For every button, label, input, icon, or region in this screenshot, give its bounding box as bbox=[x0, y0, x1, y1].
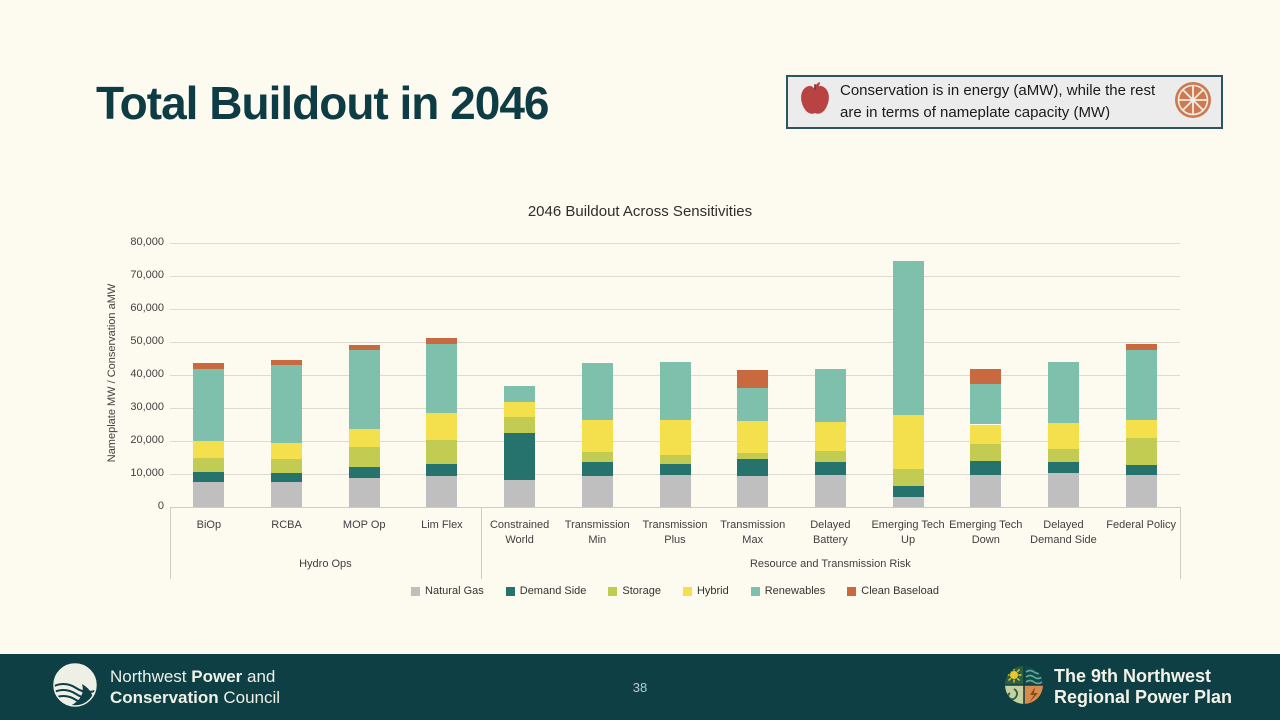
bar-segment-clean-baseload bbox=[970, 369, 1001, 384]
bar-segment-demand-side bbox=[1048, 462, 1079, 473]
gridline bbox=[170, 342, 1180, 343]
category-label: Emerging Tech Down bbox=[949, 519, 1023, 546]
bar-segment-clean-baseload bbox=[271, 360, 302, 364]
bar-segment-hybrid bbox=[737, 421, 768, 453]
bar-segment-renewables bbox=[737, 388, 768, 420]
bar-segment-storage bbox=[582, 452, 613, 462]
bar-segment-demand-side bbox=[426, 464, 457, 476]
bar-segment-renewables bbox=[893, 261, 924, 415]
bar-segment-natural-gas bbox=[1048, 473, 1079, 507]
bar-segment-hybrid bbox=[970, 425, 1001, 445]
gridline bbox=[170, 309, 1180, 310]
bar-segment-clean-baseload bbox=[737, 370, 768, 388]
bar-segment-storage bbox=[193, 458, 224, 471]
legend-swatch bbox=[506, 587, 515, 596]
gridline bbox=[170, 243, 1180, 244]
bar-segment-demand-side bbox=[582, 462, 613, 475]
bar-segment-clean-baseload bbox=[349, 345, 380, 350]
legend-item bbox=[411, 585, 484, 597]
plot-area bbox=[106, 236, 1180, 597]
y-tick-label: 60,000 bbox=[130, 302, 164, 314]
legend-label: Renewables bbox=[764, 585, 826, 597]
bar-segment-hybrid bbox=[271, 443, 302, 460]
bar-segment-renewables bbox=[1048, 362, 1079, 422]
category-label: RCBA bbox=[271, 519, 302, 531]
bar-segment-demand-side bbox=[737, 459, 768, 475]
category-label: BiOp bbox=[196, 519, 222, 531]
bar-segment-renewables bbox=[271, 365, 302, 443]
category-label: Transmission Plus bbox=[642, 519, 708, 546]
bar-segment-demand-side bbox=[271, 473, 302, 482]
bar-segment-demand-side bbox=[893, 486, 924, 497]
legend-item bbox=[751, 585, 826, 597]
bar-segment-hybrid bbox=[349, 429, 380, 447]
bar-segment-storage bbox=[1048, 449, 1079, 462]
footer-bar bbox=[0, 654, 1280, 720]
callout-note bbox=[786, 75, 1223, 129]
bar-segment-renewables bbox=[426, 344, 457, 413]
category-label: Transmission Min bbox=[564, 519, 630, 546]
legend-label: Demand Side bbox=[519, 585, 587, 597]
category-label: Delayed Demand Side bbox=[1030, 519, 1097, 546]
category-label: Delayed Battery bbox=[810, 519, 851, 546]
slide-title: Total Buildout in 2046 bbox=[96, 77, 549, 129]
bar-segment-natural-gas bbox=[504, 480, 535, 507]
bar-segment-renewables bbox=[815, 369, 846, 422]
legend-item bbox=[506, 585, 587, 597]
y-tick-label: 50,000 bbox=[130, 335, 164, 347]
legend-swatch bbox=[751, 587, 760, 596]
legend-label: Storage bbox=[622, 585, 661, 597]
bar-segment-storage bbox=[815, 451, 846, 463]
bar-segment-renewables bbox=[1126, 350, 1157, 420]
bar-segment-clean-baseload bbox=[426, 338, 457, 344]
category-label: Constrained World bbox=[489, 519, 550, 546]
legend-label: Natural Gas bbox=[425, 585, 484, 597]
legend-swatch bbox=[683, 587, 692, 596]
bar-segment-renewables bbox=[582, 363, 613, 419]
bar-segment-clean-baseload bbox=[193, 363, 224, 369]
bar-segment-clean-baseload bbox=[1126, 344, 1157, 349]
bar-segment-natural-gas bbox=[660, 475, 691, 507]
y-tick-label: 10,000 bbox=[130, 467, 164, 479]
bar-segment-hybrid bbox=[193, 441, 224, 458]
bar-segment-natural-gas bbox=[737, 476, 768, 507]
bar-segment-natural-gas bbox=[815, 475, 846, 507]
y-tick-label: 80,000 bbox=[130, 236, 164, 248]
bar-segment-demand-side bbox=[1126, 465, 1157, 475]
y-tick-label: 0 bbox=[157, 500, 164, 512]
gridline bbox=[170, 276, 1180, 277]
bar-segment-storage bbox=[426, 440, 457, 464]
bar-segment-renewables bbox=[970, 384, 1001, 424]
legend-label: Hybrid bbox=[696, 585, 729, 597]
bar-segment-natural-gas bbox=[426, 476, 457, 507]
bar-segment-hybrid bbox=[815, 422, 846, 451]
bar-segment-demand-side bbox=[815, 462, 846, 475]
bar-segment-renewables bbox=[504, 386, 535, 403]
x-axis-line bbox=[170, 507, 1180, 508]
bar-segment-natural-gas bbox=[893, 497, 924, 507]
y-tick-label: 70,000 bbox=[130, 269, 164, 281]
bar-segment-renewables bbox=[660, 362, 691, 420]
bar-segment-hybrid bbox=[504, 402, 535, 416]
legend-item bbox=[847, 585, 939, 597]
footer-right-logo bbox=[1004, 665, 1232, 710]
bar-segment-renewables bbox=[193, 369, 224, 441]
bar-segment-demand-side bbox=[193, 472, 224, 483]
bar-segment-demand-side bbox=[349, 467, 380, 478]
category-group-label: Resource and Transmission Risk bbox=[749, 558, 911, 570]
bar-segment-storage bbox=[349, 447, 380, 467]
category-group-separator bbox=[1180, 507, 1181, 579]
category-label: MOP Op bbox=[342, 519, 386, 531]
category-label: Federal Policy bbox=[1106, 519, 1176, 531]
bar-segment-storage bbox=[1126, 438, 1157, 465]
chart-title: 2046 Buildout Across Sensitivities bbox=[527, 203, 753, 220]
legend-item bbox=[608, 585, 661, 597]
bar-segment-storage bbox=[737, 453, 768, 460]
bar-segment-natural-gas bbox=[193, 482, 224, 507]
callout-text: Conservation is in energy (aMW), while the rest are in terms of nameplate capacity (MW) bbox=[840, 82, 1156, 121]
category-group-label: Hydro Ops bbox=[299, 558, 352, 570]
bar-segment-natural-gas bbox=[582, 476, 613, 507]
page-number: 38 bbox=[632, 679, 648, 695]
apple-icon bbox=[798, 81, 832, 124]
orange-slice-icon bbox=[1173, 80, 1213, 125]
legend-item bbox=[683, 585, 729, 597]
y-axis-title: Nameplate MW / Conservation aMW bbox=[106, 283, 118, 463]
legend-swatch bbox=[608, 587, 617, 596]
chart-legend bbox=[170, 585, 1180, 597]
bar-segment-hybrid bbox=[582, 420, 613, 452]
y-tick-label: 30,000 bbox=[130, 401, 164, 413]
bar-segment-demand-side bbox=[504, 433, 535, 479]
bar-segment-storage bbox=[970, 444, 1001, 461]
category-label: Transmission Max bbox=[720, 519, 786, 546]
bar-segment-natural-gas bbox=[1126, 475, 1157, 507]
power-plan-logo-icon bbox=[1004, 665, 1044, 710]
legend-swatch bbox=[847, 587, 856, 596]
bar-segment-natural-gas bbox=[349, 478, 380, 507]
y-tick-label: 20,000 bbox=[130, 434, 164, 446]
y-tick-label: 40,000 bbox=[130, 368, 164, 380]
bar-segment-hybrid bbox=[660, 420, 691, 455]
footer-right-text: The 9th Northwest Regional Power Plan bbox=[1053, 666, 1232, 707]
bar-segment-demand-side bbox=[970, 461, 1001, 475]
bar-segment-storage bbox=[893, 469, 924, 486]
bar-segment-demand-side bbox=[660, 464, 691, 474]
bar-segment-storage bbox=[660, 455, 691, 465]
legend-label: Clean Baseload bbox=[861, 585, 939, 597]
legend-swatch bbox=[411, 587, 420, 596]
footer-left-text: Northwest Power and Conservation Council bbox=[110, 667, 281, 707]
bar-segment-natural-gas bbox=[970, 475, 1001, 507]
bar-segment-renewables bbox=[349, 350, 380, 429]
bar-segment-hybrid bbox=[1048, 423, 1079, 449]
category-label: Lim Flex bbox=[421, 519, 463, 531]
bar-segment-hybrid bbox=[426, 413, 457, 440]
category-label: Emerging Tech Up bbox=[871, 519, 945, 546]
bar-segment-hybrid bbox=[1126, 420, 1157, 438]
bar-segment-hybrid bbox=[893, 415, 924, 469]
bar-segment-natural-gas bbox=[271, 482, 302, 507]
bar-segment-storage bbox=[504, 417, 535, 434]
bar-segment-storage bbox=[271, 459, 302, 473]
